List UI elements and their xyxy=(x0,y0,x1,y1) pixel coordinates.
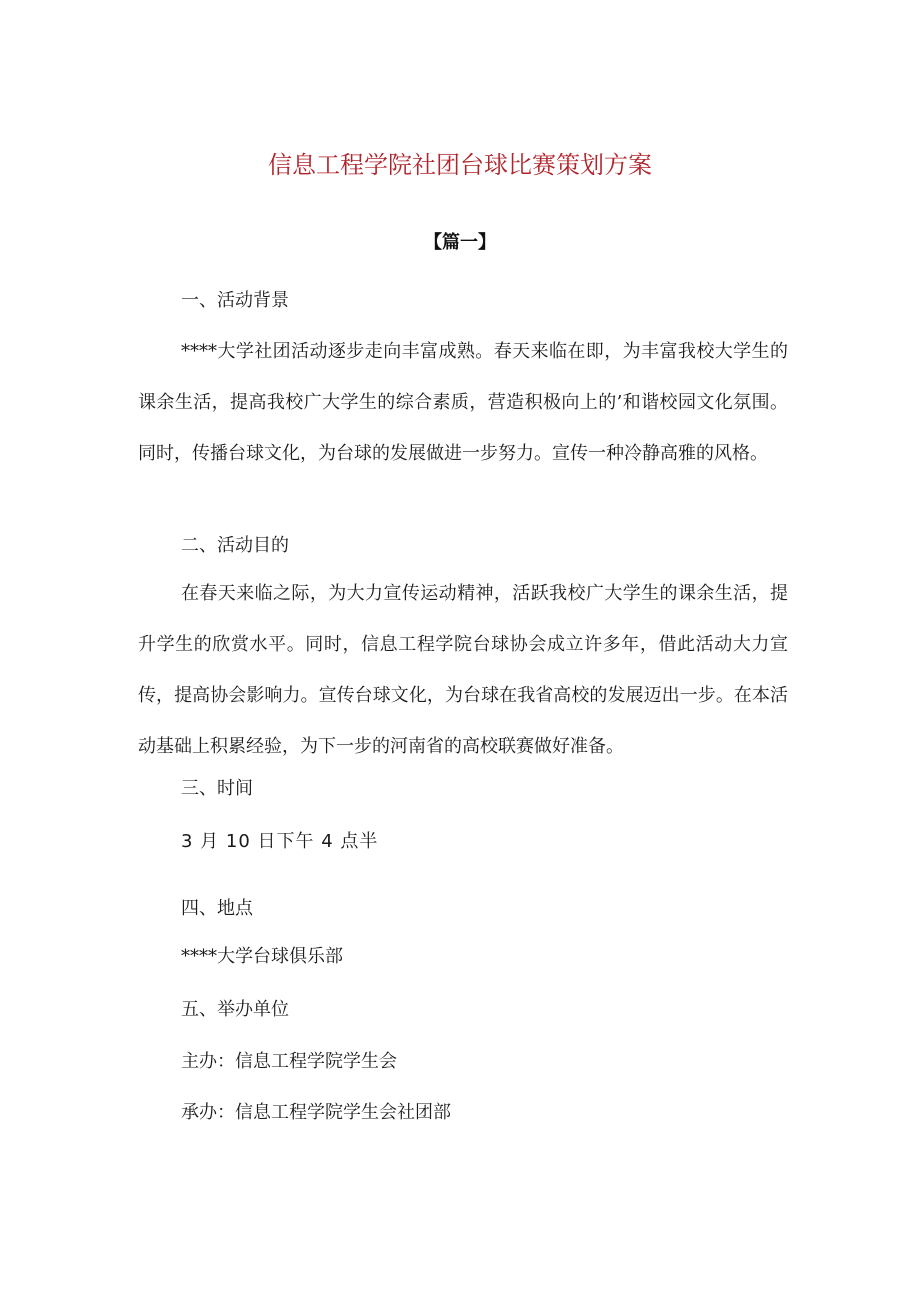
heading-purpose: 二、活动目的 xyxy=(181,535,289,556)
organizer-undertaker: 承办：信息工程学院学生会社团部 xyxy=(181,1102,451,1123)
heading-background: 一、活动背景 xyxy=(181,290,289,311)
location-value: ****大学台球俱乐部 xyxy=(181,946,343,967)
paragraph-purpose: 在春天来临之际，为大力宣传运动精神，活跃我校广大学生的课余生活，提升学生的欣赏水平。同时，信息工程学院台球协会成立许多年，借此活动大力宣传，提高协会影响力。宣传台球文化，为台球在我省高校的发展迈出一步。在本活动基础上积累经验，为下一步的河南省的高校联赛做好准备。 xyxy=(138,583,788,757)
document-title: 信息工程学院社团台球比赛策划方案 xyxy=(268,151,652,179)
heading-organizers: 五、举办单位 xyxy=(181,999,289,1020)
heading-time: 三、时间 xyxy=(181,778,253,799)
section-label: 【篇一】 xyxy=(424,232,496,253)
heading-location: 四、地点 xyxy=(181,898,253,919)
paragraph-background: ****大学社团活动逐步走向丰富成熟。春天来临在即，为丰富我校大学生的课余生活，提高我校广大学生的综合素质，营造积极向上的’和谐校园文化氛围。同时，传播台球文化，为台球的发展做进一步努力。宣传一种冷静高雅的风格。 xyxy=(138,341,788,464)
organizer-host: 主办：信息工程学院学生会 xyxy=(181,1051,397,1072)
time-value: 3 月 10 日下午 4 点半 xyxy=(181,831,379,852)
